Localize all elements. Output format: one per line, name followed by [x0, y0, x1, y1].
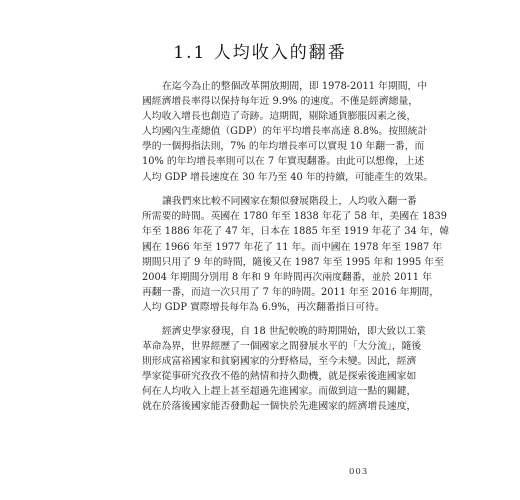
text-line: 2004 年期間分別用 8 年和 9 年時間再次兩度翻番，並於 2011 年 [142, 272, 432, 283]
text-line: 革命為界，世界經歷了一個國家之間發展水平的「大分流」，隨後 [142, 341, 422, 352]
text-line: 讓我們來比較不同國家在類似發展階段上，人均收入翻一番 [162, 196, 417, 207]
text-line: 10% 的年均增長率則可以在 7 年實現翻番。由此可以想像，上述 [142, 156, 425, 167]
text-line: 學家從事研究孜孜不倦的熱情和持久動機，就是探索後進國家如 [142, 371, 417, 382]
text-line: 期間只用了 9 年的時間，隨後又在 1987 年至 1995 年和 1995 年至 [142, 257, 444, 268]
text-line: 國在 1966 年至 1977 年花了 11 年。而中國在 1978 年至 1987 年 [142, 242, 443, 253]
text-line: 何在人均收入上趕上甚至超過先進國家。而做到這一點的關鍵， [142, 386, 417, 397]
text-line: 則形成富裕國家和貧窮國家的分野格局，至今未變。因此，經濟 [142, 356, 417, 367]
text-line: 人均收入增長也創造了奇跡。這期間，剔除通貨膨脹因素之後， [142, 111, 417, 122]
page-number: 003 [349, 467, 369, 477]
section-title: 1.1 人均收入的翻番 [173, 43, 347, 63]
text-line: 經濟史學家發現，自 18 世紀較晚的時期開始，即大致以工業 [162, 326, 426, 337]
text-line: 所需要的時間。英國在 1780 年至 1838 年花了 58 年，美國在 1839 [142, 211, 447, 222]
text-line: 人均國內生產總值（GDP）的年平均增長率高達 8.8%。按照統計 [142, 126, 428, 137]
text-line: 國經濟增長率得以保持每年近 9.9% 的速度。不僅是經濟總量， [142, 96, 419, 107]
text-line: 學的一個拇指法則，7% 的年均增長率可以實現 10 年翻一番，而 [142, 141, 425, 152]
text-line: 就在於落後國家能否發動起一個快於先進國家的經濟增長速度， [142, 401, 417, 412]
text-line: 再翻一番，而這一次只用了 7 年的時間。2011 年至 2016 年期間， [142, 287, 439, 298]
text-line: 人均 GDP 增長速度在 30 年乃至 40 年的持續，可能產生的效果。 [142, 172, 434, 183]
text-line: 人均 GDP 實際增長每年為 6.9%，再次翻番指日可待。 [142, 302, 385, 313]
text-line: 年至 1886 年花了 47 年，日本在 1885 年至 1919 年花了 34 年，韓 [142, 226, 450, 237]
text-line: 在迄今為止的整個改革開放期間，即 1978-2011 年期間，中 [162, 81, 428, 92]
